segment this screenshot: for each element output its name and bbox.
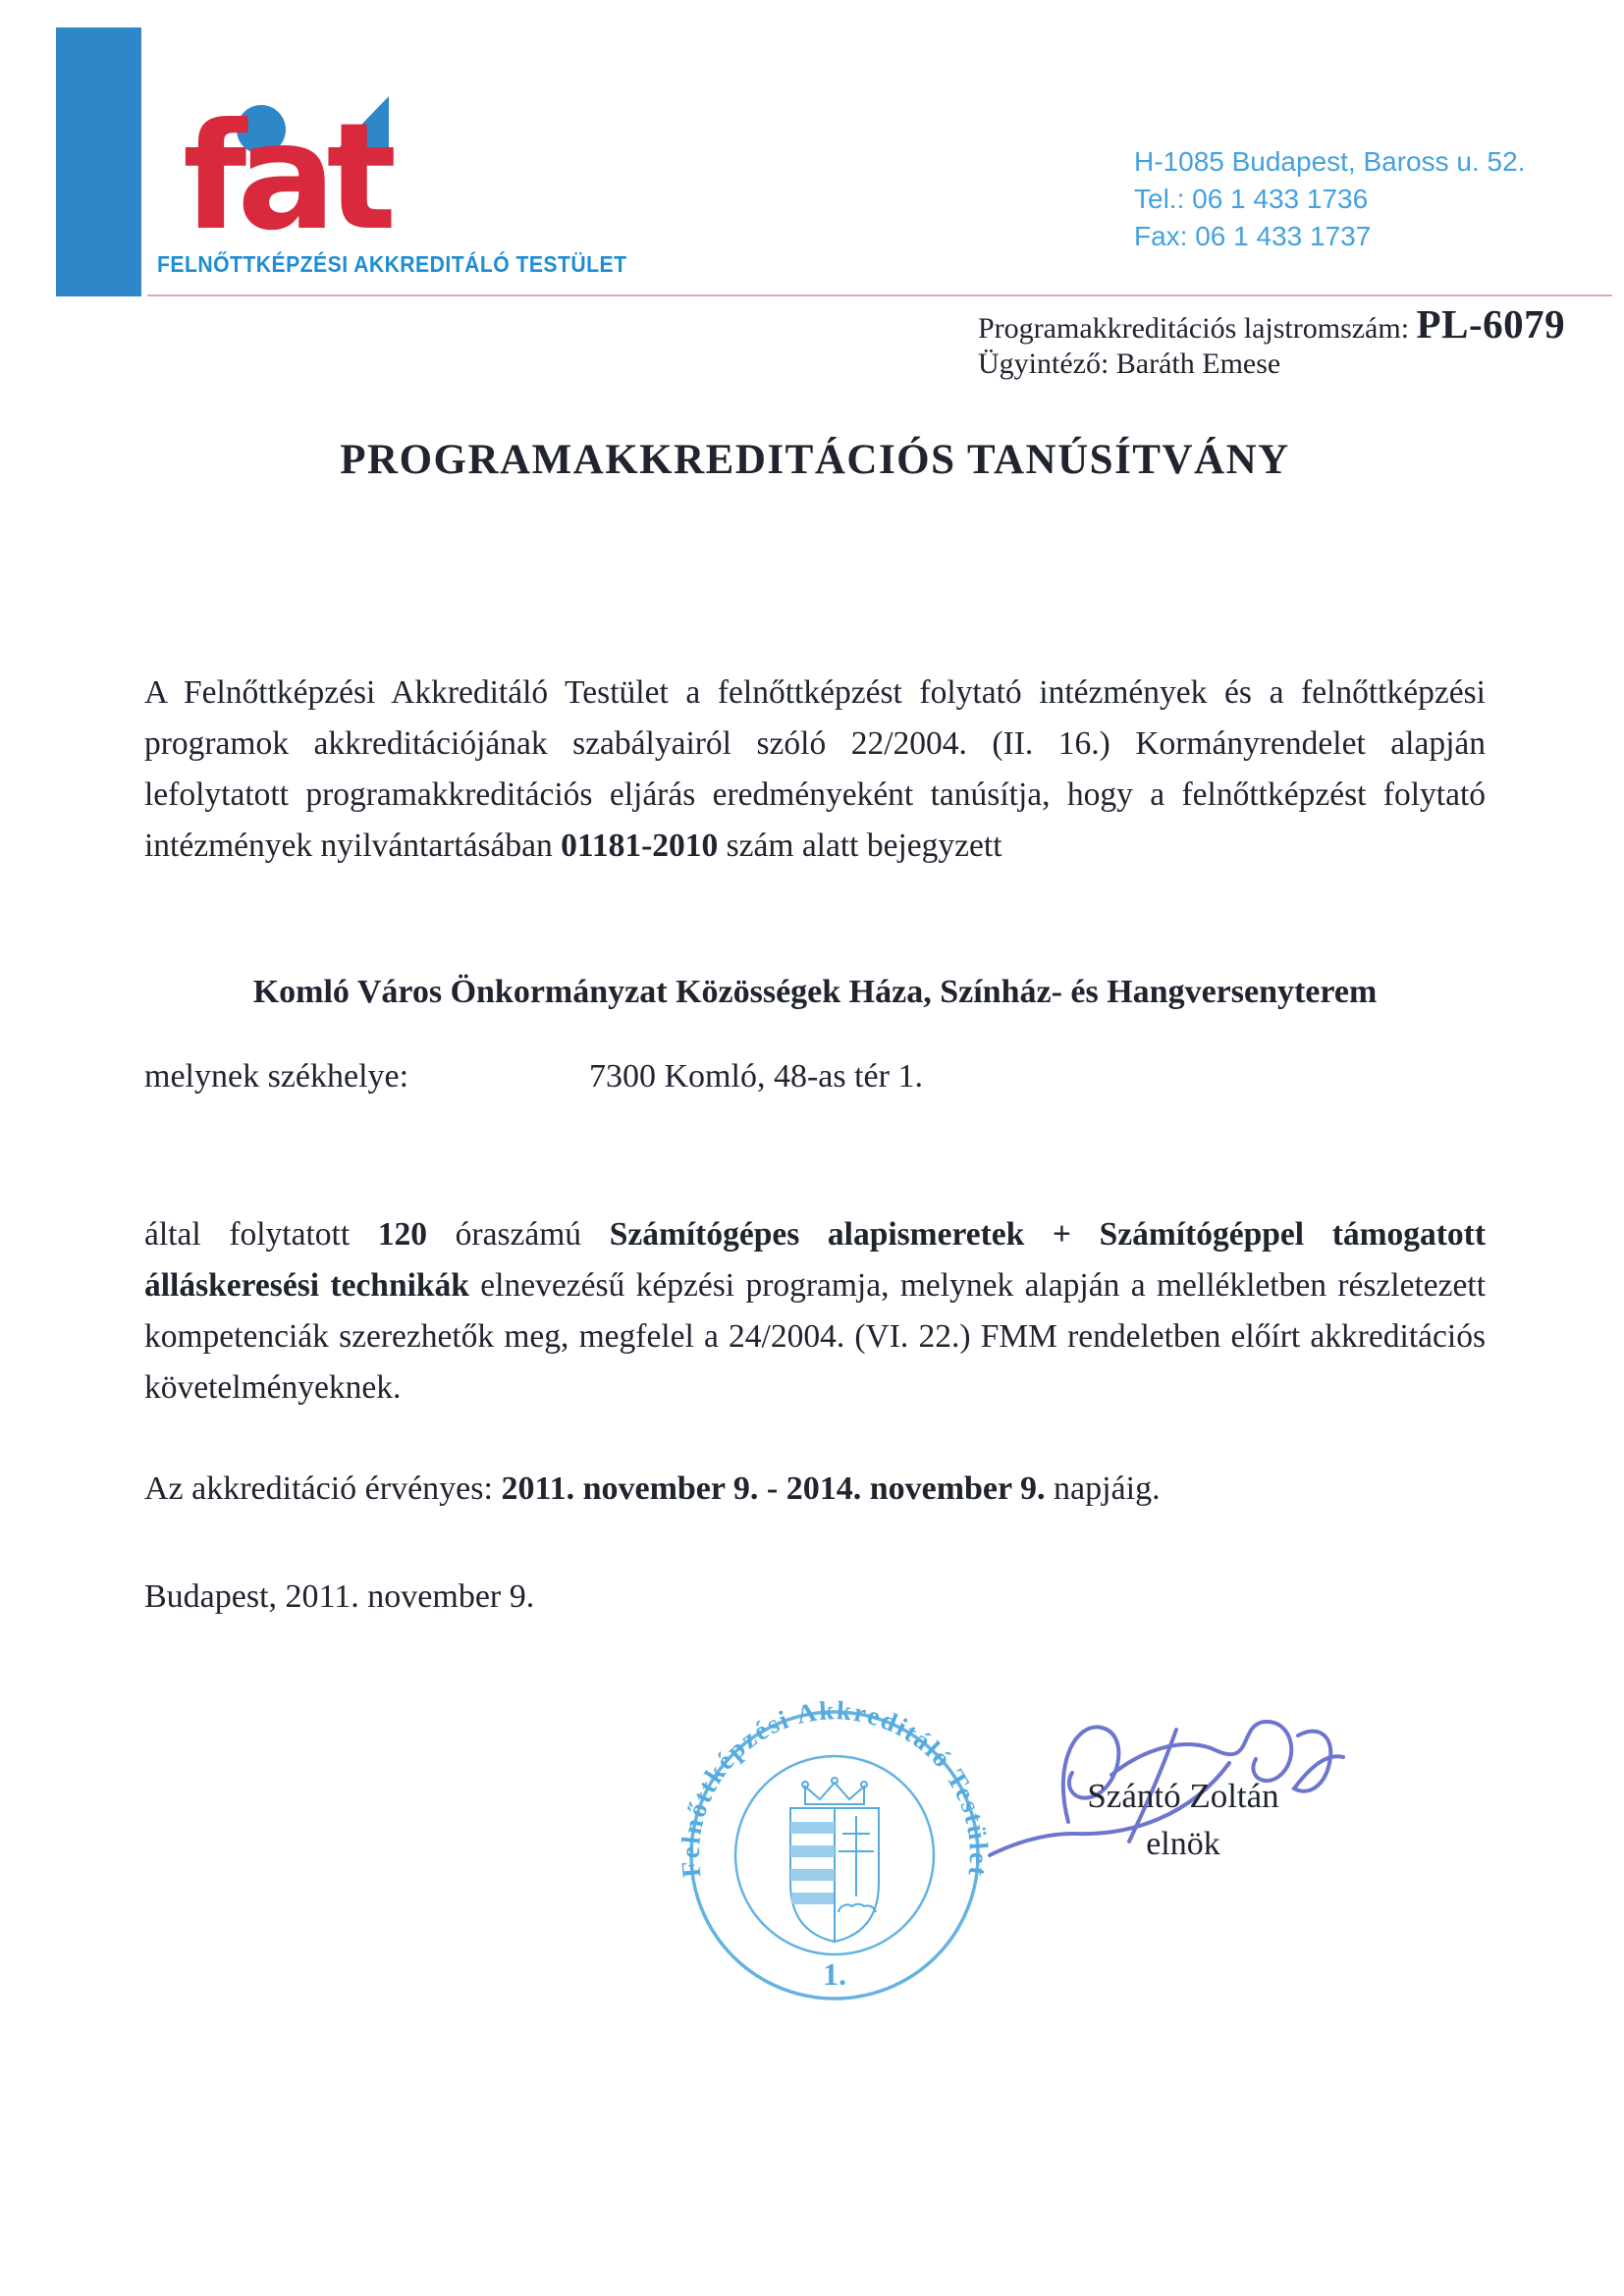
official-stamp [676,1696,994,2014]
paragraph-text: szám alatt bejegyzett [718,827,1002,864]
institution-name: Komló Város Önkormányzat Közösségek Háza, Színház- és Hangversenyterem [252,974,1378,1010]
phone-line: Tel.: 06 1 433 1736 [1134,184,1369,214]
fat-logo [179,90,414,257]
registration-block [978,301,1566,382]
paragraph-text: elnevezésű képzési programja, melynek alapján a mellékletben részletezett kompetenciák szerezhetők meg, megfelel a 24/2004. (VI. 22.) FMM rendeletben előírt akkreditációs követelményeknek. [144,1266,1486,1406]
seat-address: 7300 Komló, 48-as tér 1. [589,1058,923,1095]
logo-blue-bar [56,27,141,296]
program-name: Számítógépes alapismeretek + Számítógéppel támogatott álláskeresési technikák [144,1215,1486,1304]
logo-text: fat [183,92,388,257]
paragraph-text: óraszámú [427,1215,610,1253]
paragraph-legal-basis [144,667,1486,872]
paragraph-text: A Felnőttképzési Akkreditáló Testület a felnőttképzést folytató intézmények és a felnőttképzési programok akkreditációjának szabályairól szóló 22/2004. (II. 16.) Kormányrendelet alapján lefolytatott programakkreditációs eljárás eredményeként tanúsítja, hogy a felnőttképzést folytató intézmények nyilvántartásában [144,673,1486,864]
validity-line [144,1470,1161,1508]
institution-registry-number: 01181-2010 [561,827,719,864]
paragraph-program [144,1209,1486,1414]
logo-caption: FELNŐTTKÉPZÉSI AKKREDITÁLÓ TESTÜLET [157,251,627,277]
program-hours: 120 [377,1215,428,1253]
registration-number-line [978,301,1566,347]
stamp-number: 1. [823,1956,846,1992]
stamp-ring-text: Felnőttképzési Akkreditáló Testület [676,1696,994,1880]
validity-label: Az akkreditáció érvényes: [144,1470,502,1507]
header-address-block [1134,143,1525,255]
validity-suffix: napjáig. [1045,1470,1161,1507]
signer-role: elnök [1146,1826,1220,1862]
paragraph-text: által folytatott [144,1215,378,1253]
registration-label: Programakkreditációs lajstromszám: [978,312,1417,345]
header-divider [147,294,1612,296]
address-line: H-1085 Budapest, Baross u. 52. [1134,146,1526,177]
issue-date-line: Budapest, 2011. november 9. [144,1578,535,1615]
seat-label: melynek székhelye: [144,1058,409,1095]
document-title: PROGRAMAKKREDITÁCIÓS TANÚSÍTVÁNY [340,437,1290,483]
fax-line: Fax: 06 1 433 1737 [1134,221,1372,251]
registration-number: PL-6079 [1416,301,1566,347]
stamp-coat-of-arms [790,1778,879,1942]
validity-dates: 2011. november 9. - 2014. november 9. [501,1470,1046,1507]
signer-name: Szántó Zoltán [1087,1777,1279,1815]
case-officer-line: Ügyintéző: Baráth Emese [978,347,1281,380]
